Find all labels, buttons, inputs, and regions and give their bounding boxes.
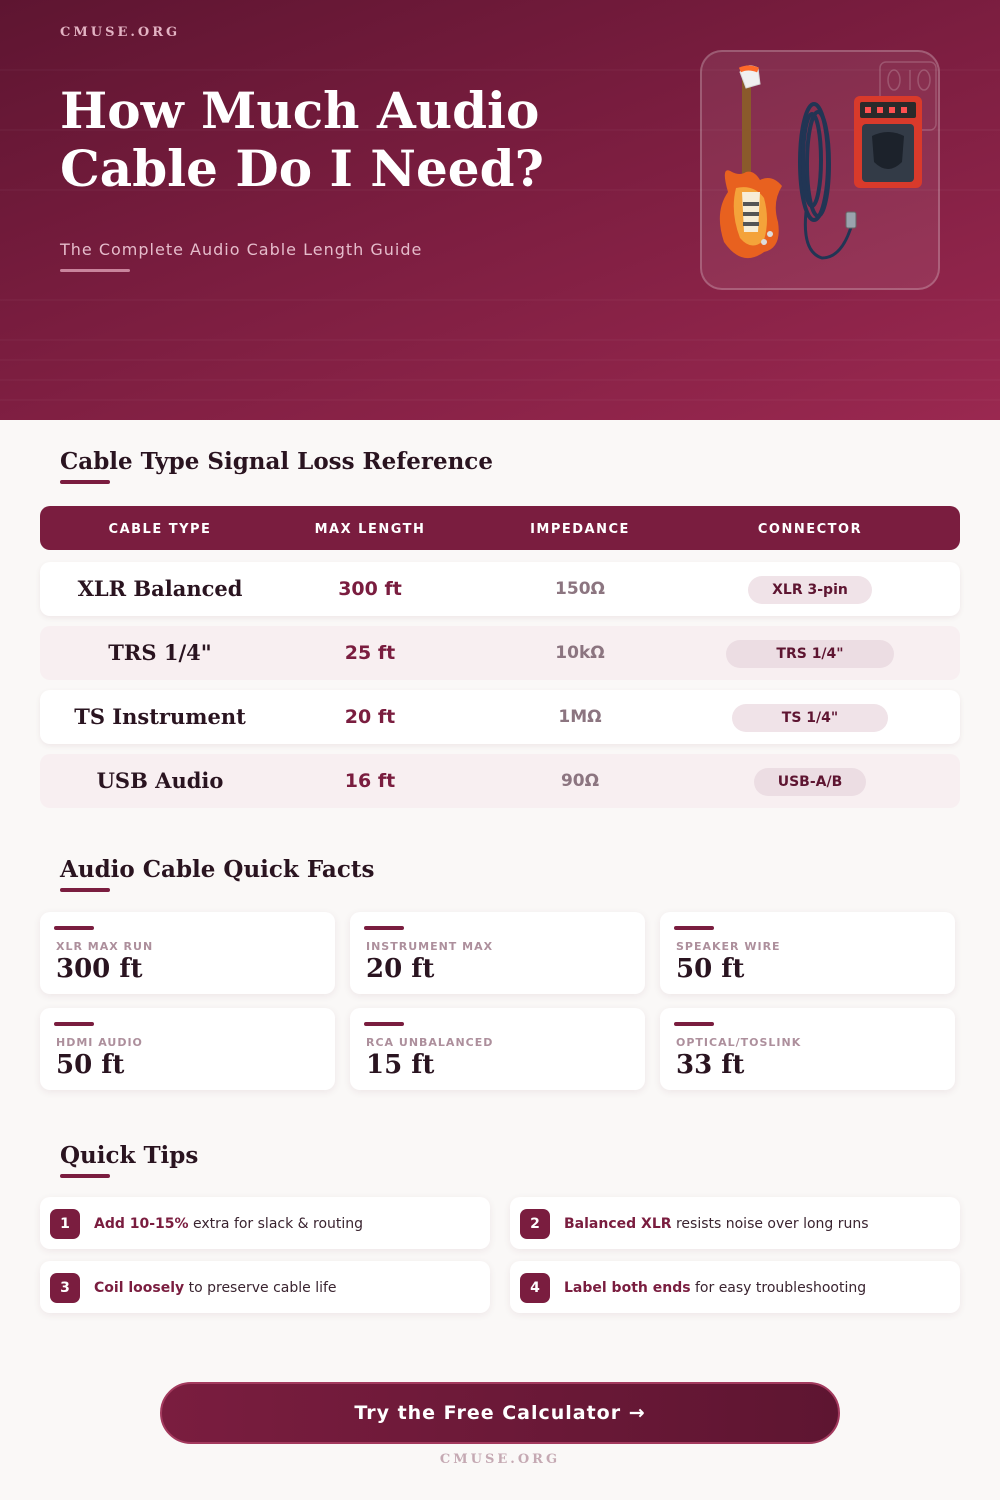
table-section-underline [60,480,110,484]
tips-section-underline [60,1174,110,1178]
fact-value: 50 ft [676,954,745,984]
hero-illustration-card [700,50,940,290]
cell-cable-type: USB Audio [96,768,224,793]
fact-value: 33 ft [676,1050,745,1080]
fact-card [40,912,335,994]
tip-text [564,1261,866,1313]
cell-max-length: 16 ft [344,770,396,792]
tip-text [94,1197,363,1249]
tip-text-bold: Balanced XLR [564,1216,672,1232]
connector-badge: TS 1/4" [732,704,888,732]
fact-accent-bar [364,1022,404,1026]
fact-label: XLR MAX RUN [56,940,154,953]
facts-section-title: Audio Cable Quick Facts [60,856,375,883]
cell-cable-type: TS Instrument [74,704,246,729]
cell-impedance: 90Ω [560,771,600,791]
cell-connector [690,754,930,808]
table-section-title: Cable Type Signal Loss Reference [60,448,493,475]
header-impedance: IMPEDANCE [530,522,630,537]
fact-label: RCA UNBALANCED [366,1036,494,1049]
tip-text-rest: extra for slack & routing [188,1216,364,1232]
page-title: How Much Audio Cable Do I Need? [60,81,544,198]
fact-accent-bar [674,926,714,930]
tip-card [40,1197,490,1249]
tip-card [510,1197,960,1249]
tip-text-rest: resists noise over long runs [671,1216,869,1232]
table-row [40,562,960,616]
header-connector: CONNECTOR [757,522,863,537]
coiled-cable-icon [800,104,856,258]
tip-text [564,1197,869,1249]
fact-card [660,1008,955,1090]
table-header [40,506,960,550]
brand-logo-bottom: CMUSE.ORG [439,1452,561,1467]
fact-value: 20 ft [366,954,435,984]
table-row [40,754,960,808]
tip-number-badge: 2 [520,1209,550,1239]
cell-max-length: 300 ft [338,578,402,600]
amplifier-icon [854,96,922,188]
cell-cable-type: XLR Balanced [77,576,243,601]
cell-max-length: 25 ft [344,642,396,664]
tip-text-rest: for easy troubleshooting [690,1280,867,1296]
cell-connector [690,690,930,744]
facts-section-underline [60,888,110,892]
tip-number-badge: 1 [50,1209,80,1239]
table-row [40,690,960,744]
subtitle-underline [60,269,130,272]
hero-banner [0,0,1000,420]
tip-card [510,1261,960,1313]
header-max-length: MAX LENGTH [314,522,426,537]
tip-number-badge: 4 [520,1273,550,1303]
tip-number-badge: 3 [50,1273,80,1303]
fact-label: SPEAKER WIRE [676,940,781,953]
brand-logo-top: CMUSE.ORG [60,25,181,40]
header-cable-type: CABLE TYPE [108,522,212,537]
fact-accent-bar [54,1022,94,1026]
fact-card [40,1008,335,1090]
connector-badge: TRS 1/4" [726,640,893,668]
fact-label: OPTICAL/TOSLINK [676,1036,802,1049]
tip-text [94,1261,337,1313]
table-row [40,626,960,680]
fact-value: 300 ft [56,954,143,984]
connector-badge: USB-A/B [754,768,867,796]
cell-connector [690,626,930,680]
fact-value: 15 ft [366,1050,435,1080]
tip-text-bold: Label both ends [564,1280,691,1296]
fact-card [660,912,955,994]
cell-impedance: 150Ω [555,579,605,599]
fact-accent-bar [674,1022,714,1026]
fact-card [350,912,645,994]
cell-cable-type: TRS 1/4" [108,640,212,665]
fact-accent-bar [54,926,94,930]
free-calculator-button[interactable]: Try the Free Calculator → [160,1382,840,1444]
tip-card [40,1261,490,1313]
tip-text-bold: Add 10-15% [94,1216,189,1232]
cell-impedance: 10kΩ [555,643,605,663]
tip-text-rest: to preserve cable life [184,1280,337,1296]
connector-badge: XLR 3-pin [748,576,872,604]
cell-impedance: 1MΩ [558,707,602,727]
fact-label: INSTRUMENT MAX [366,940,494,953]
fact-value: 50 ft [56,1050,125,1080]
tips-section-title: Quick Tips [60,1142,199,1169]
cell-max-length: 20 ft [344,706,396,728]
cell-connector [690,562,930,616]
guitar-icon [720,66,782,258]
page-subtitle: The Complete Audio Cable Length Guide [60,240,423,259]
fact-card [350,1008,645,1090]
fact-label: HDMI AUDIO [56,1036,143,1049]
tip-text-bold: Coil loosely [94,1280,185,1296]
fact-accent-bar [364,926,404,930]
